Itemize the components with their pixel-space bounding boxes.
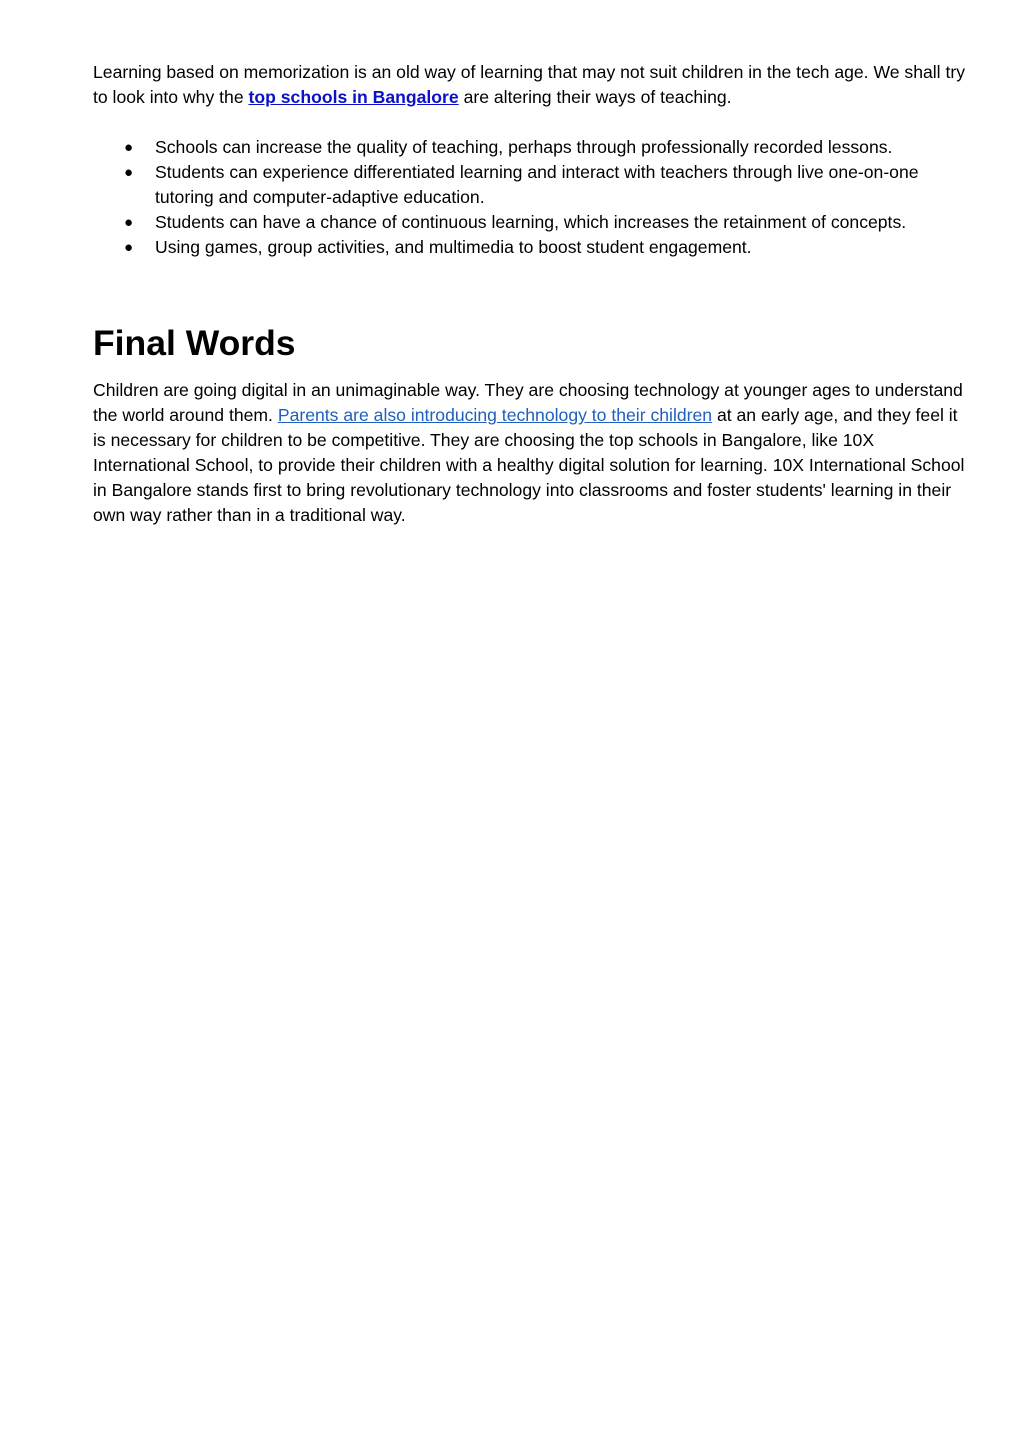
- bullet-icon: ●: [124, 239, 134, 256]
- intro-text-before-link: Learning based on memorization is an old way of learning that may not suit children in the tech age. We shall try to look into why the: [93, 62, 966, 107]
- final-text-after-link: at an early age, and they feel it is necessary for children to be competitive. They are choosing the top schools in Bangalore, like 10X International School, to provide their children with a healthy digital solution for learning. 10X International School in Bangalore stands first to bring revolutionary technology into classrooms and foster students' learning in their own way rather than in a traditional way.: [93, 405, 965, 525]
- final-words-heading: Final Words: [93, 323, 296, 363]
- bullet-icon: ●: [124, 164, 134, 181]
- list-item: [93, 135, 973, 160]
- document-content: [93, 60, 973, 528]
- list-item-text: Students can have a chance of continuous learning, which increases the retainment of concepts.: [155, 212, 907, 232]
- bullet-icon: ●: [124, 214, 134, 231]
- final-words-paragraph: [93, 378, 973, 528]
- list-item: [93, 210, 973, 235]
- list-item-text: Using games, group activities, and multimedia to boost student engagement.: [155, 237, 752, 257]
- benefits-list: [93, 135, 973, 260]
- parents-technology-link[interactable]: Parents are also introducing technology to their children: [277, 405, 713, 425]
- list-item: [93, 160, 973, 210]
- intro-text-after-link: are altering their ways of teaching.: [458, 87, 732, 107]
- intro-paragraph: [93, 60, 973, 110]
- list-item-text: Students can experience differentiated learning and interact with teachers through live one-on-one tutoring and computer-adaptive education.: [155, 162, 919, 207]
- final-text-before-link: Children are going digital in an unimaginable way. They are choosing technology at younger ages to understand the world around them.: [93, 380, 963, 425]
- list-item-text: Schools can increase the quality of teaching, perhaps through professionally recorded lessons.: [155, 137, 893, 157]
- bullet-icon: ●: [124, 139, 134, 156]
- top-schools-link[interactable]: top schools in Bangalore: [248, 87, 459, 107]
- list-item: [93, 235, 973, 260]
